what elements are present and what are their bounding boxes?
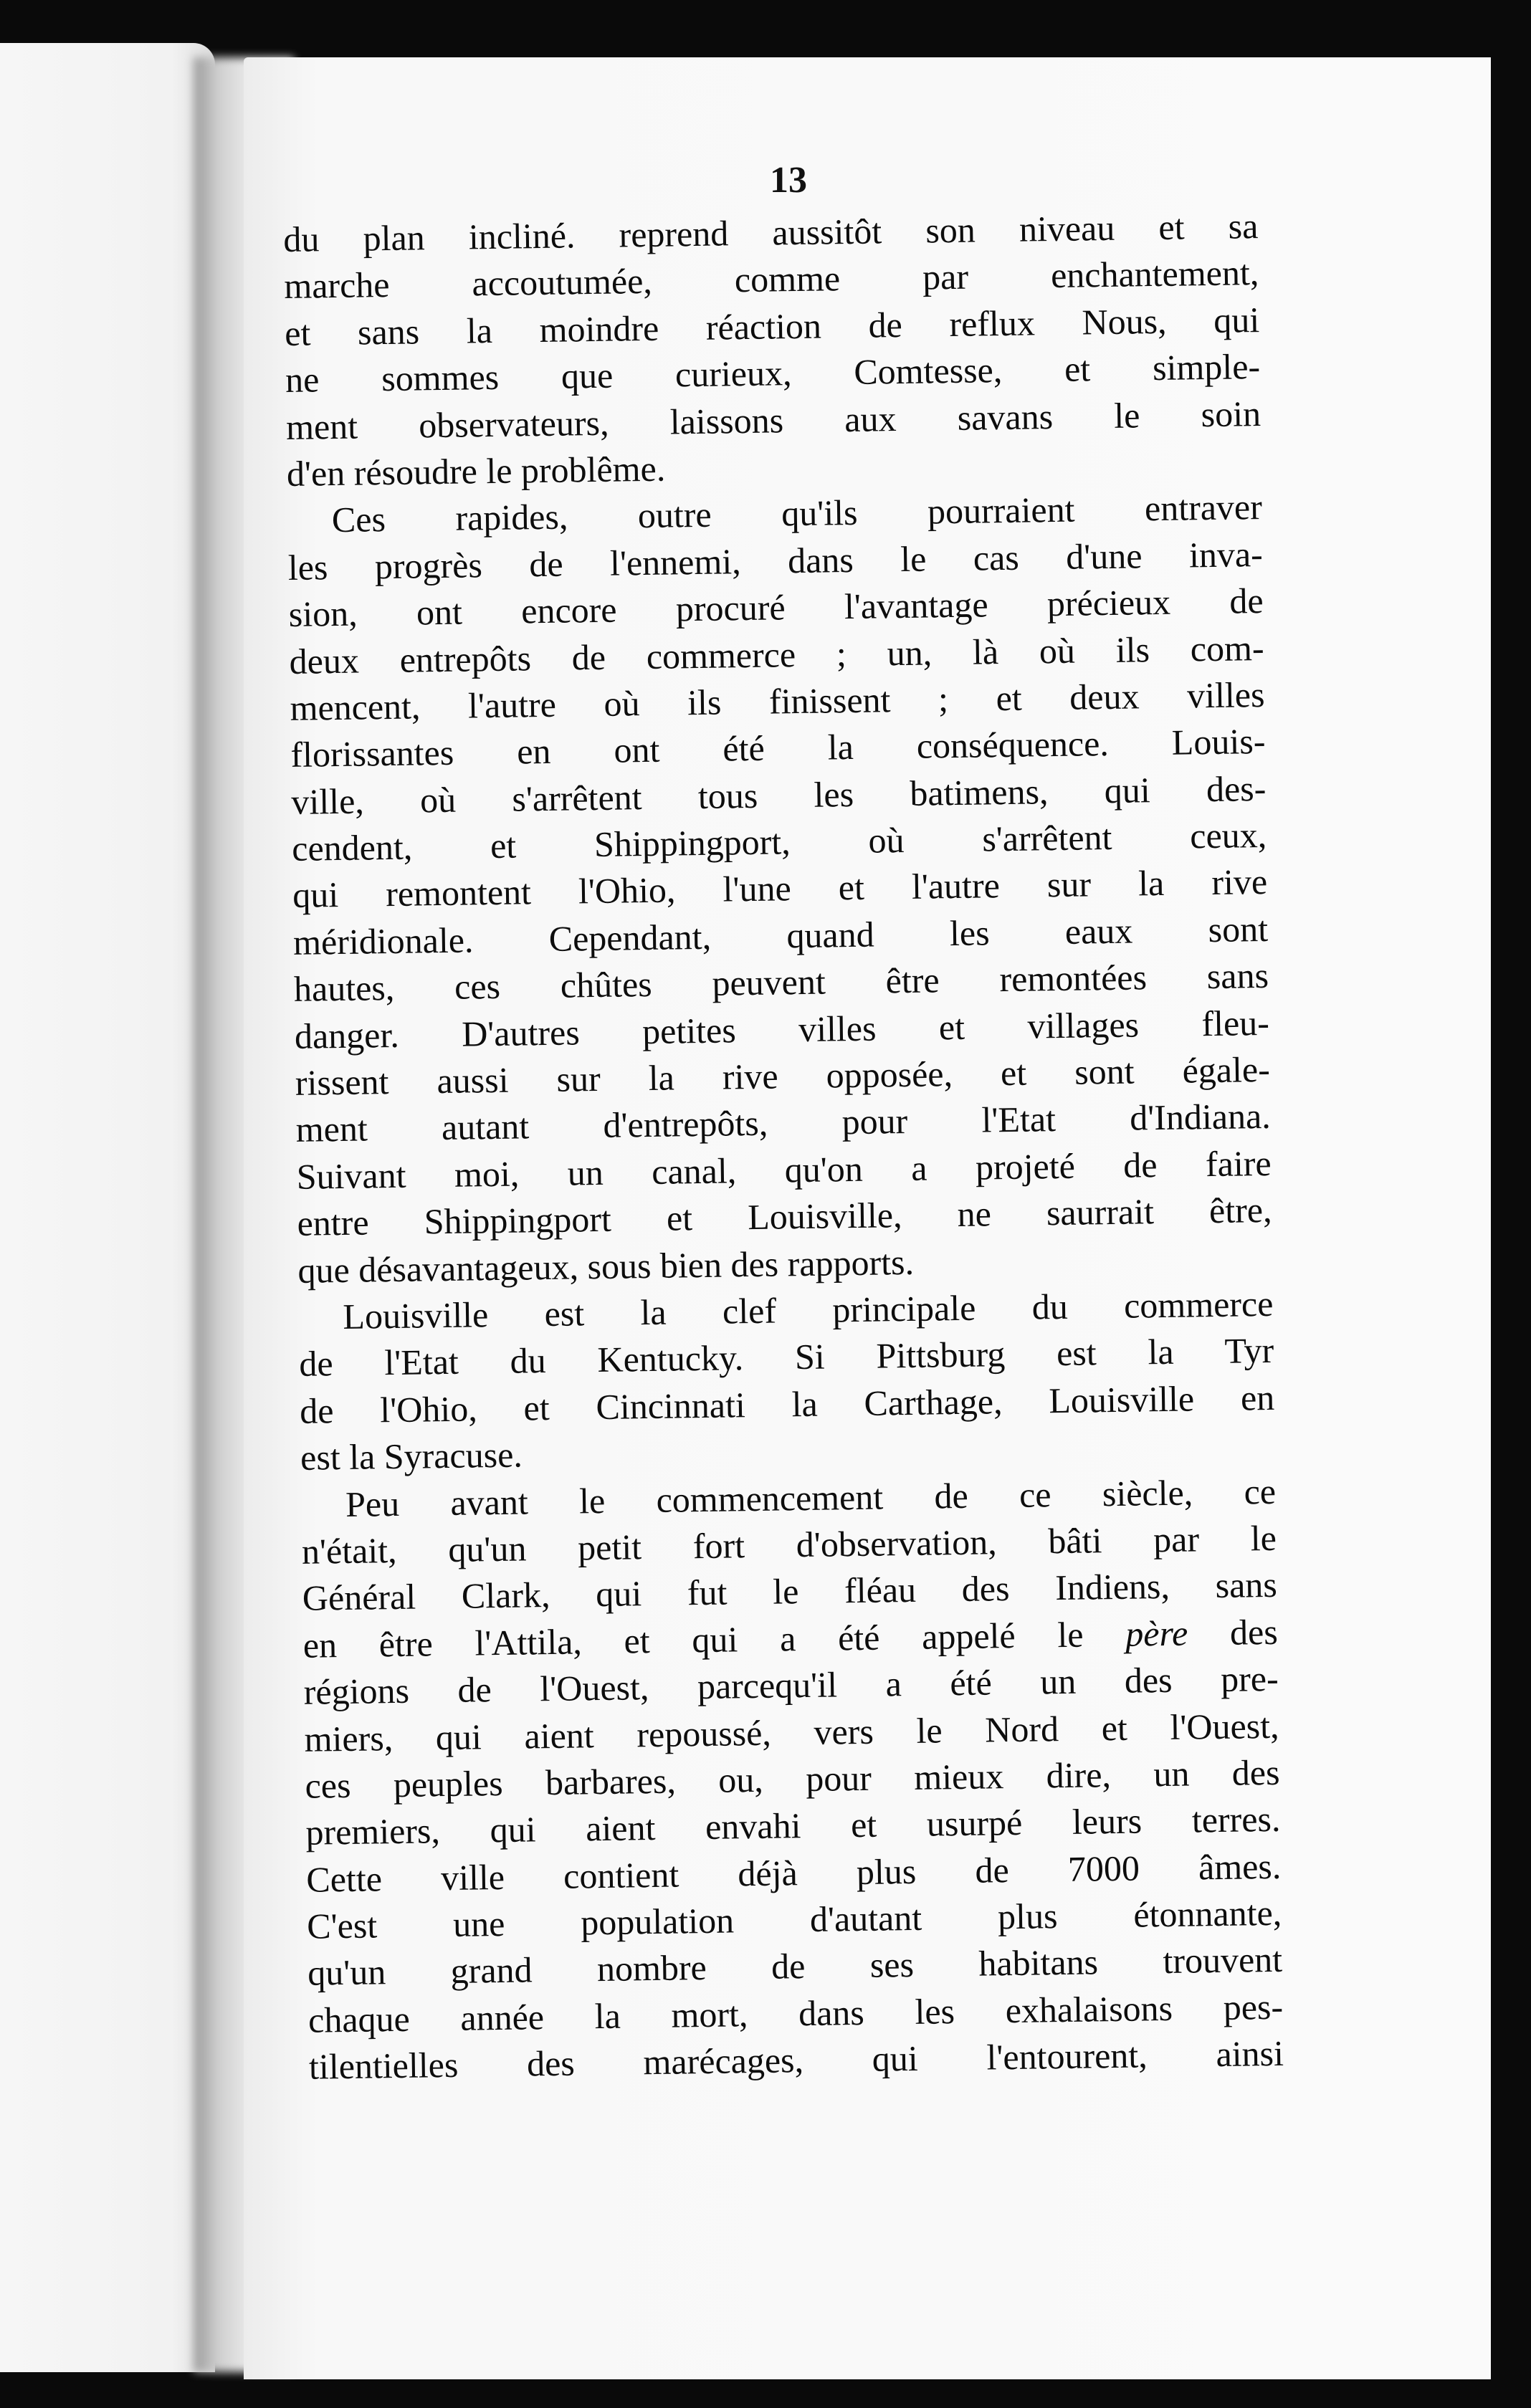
text-line: cendent, et Shippingport, où s'arrêtent ceux, <box>291 815 1267 869</box>
left-page <box>0 43 215 2372</box>
text-line: régions de l'Ouest, parcequ'il a été un des pre- <box>303 1658 1279 1712</box>
text-line: marche accoutumée, comme par enchantement, <box>283 252 1259 307</box>
text-line: entre Shippingport et Louisville, ne saurrait être, <box>297 1190 1272 1244</box>
text-line: miers, qui aient repoussé, vers le Nord et l'Ouest, <box>304 1705 1279 1759</box>
page-body-text <box>283 203 1284 2091</box>
text-line: Peu avant le commencement de ce siècle, ce <box>345 1471 1277 1524</box>
text-line: ville, où s'arrêtent tous les batimens, qui des- <box>291 768 1267 822</box>
text-line: les progrès de l'ennemi, dans le cas d'une inva- <box>287 533 1264 588</box>
text-line: n'était, qu'un petit fort d'observation, bâti par le <box>301 1517 1277 1572</box>
text-line: de l'Ohio, et Cincinnati la Carthage, Louisville en <box>299 1377 1275 1431</box>
text-line: Général Clark, qui fut le fléau des Indiens, sans <box>302 1564 1278 1619</box>
text-line: qu'un grand nombre de ses habitans trouvent <box>307 1939 1283 1994</box>
text-line: chaque année la mort, dans les exhalaisons pes- <box>307 1986 1284 2040</box>
text-line: Louisville est la clef principale du commerce <box>343 1283 1274 1337</box>
text-line: ces peuples barbares, ou, pour mieux dire, un des <box>305 1752 1280 1806</box>
text-line: sion, ont encore procuré l'avantage précieux de <box>288 580 1264 635</box>
text-line: ment autant d'entrepôts, pour l'Etat d'Indiana. <box>295 1096 1272 1150</box>
text-line: deux entrepôts de commerce ; un, là où ils com- <box>289 627 1264 682</box>
text-line: d'en résoudre le problême. <box>286 448 666 494</box>
text-line: rissent aussi sur la rive opposée, et sont égale- <box>295 1048 1271 1103</box>
text-line: du plan incliné. reprend aussitôt son niveau et sa <box>283 206 1259 259</box>
text-line: que désavantageux, sous bien des rapports. <box>297 1241 915 1291</box>
text-line: danger. D'autres petites villes et villages fleu- <box>294 1002 1270 1056</box>
text-line: est la Syracuse. <box>300 1434 523 1478</box>
text-line: de l'Etat du Kentucky. Si Pittsburg est la Tyr <box>298 1330 1274 1385</box>
text-line: en être l'Attila, et qui a été appelé le père des <box>302 1611 1279 1666</box>
text-line: C'est une population d'autant plus étonnante, <box>306 1892 1282 1946</box>
text-line: méridionale. Cependant, quand les eaux sont <box>292 908 1269 962</box>
text-line: mencent, l'autre où ils finissent ; et deux villes <box>290 674 1265 728</box>
text-line: et sans la moindre réaction de reflux Nous, qui <box>284 299 1260 353</box>
text-line: florissantes en ont été la conséquence. Louis- <box>290 721 1266 775</box>
text-line: qui remontent l'Ohio, l'une et l'autre sur la rive <box>292 861 1268 916</box>
page-number: 13 <box>770 160 807 201</box>
text-line: Suivant moi, un canal, qu'on a projeté de faire <box>296 1142 1272 1197</box>
text-line: ne sommes que curieux, Comtesse, et simple- <box>285 346 1261 401</box>
text-line: ment observateurs, laissons aux savans le soin <box>285 393 1261 447</box>
text-line: Cette ville contient déjà plus de 7000 âmes. <box>306 1845 1282 1900</box>
text-line: hautes, ces chûtes peuvent être remontées sans <box>293 955 1269 1010</box>
text-line: tilentielles des marécages, qui l'entourent, ainsi <box>308 2032 1284 2087</box>
text-line: premiers, qui aient envahi et usurpé leurs terres. <box>305 1799 1281 1853</box>
text-line: Ces rapides, outre qu'ils pourraient entraver <box>331 487 1263 540</box>
